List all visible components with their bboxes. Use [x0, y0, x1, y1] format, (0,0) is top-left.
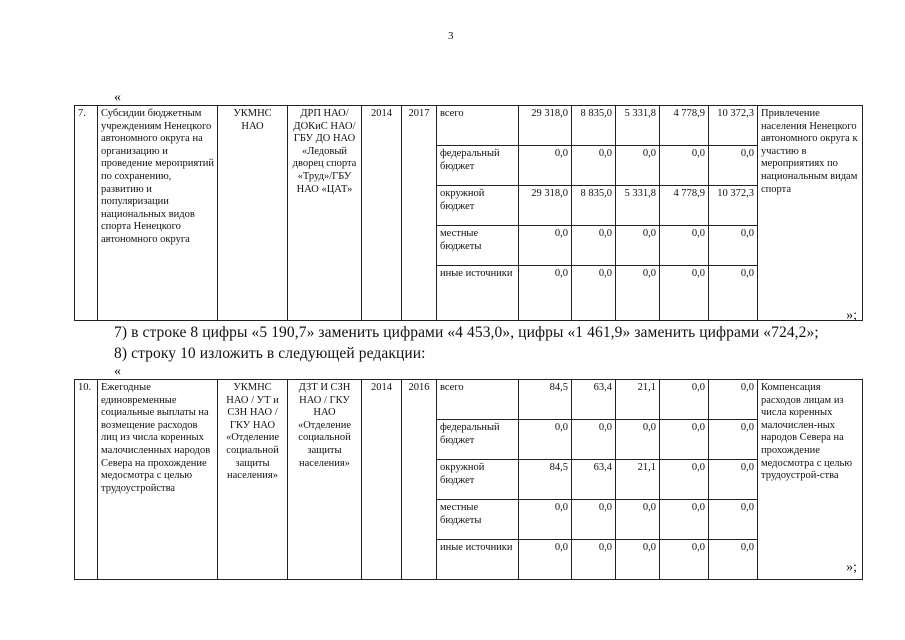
amount-cell: 4 778,9	[660, 106, 709, 146]
amount-cell: 0,0	[572, 146, 616, 186]
source-label: местные бюджеты	[437, 500, 519, 540]
amount-cell: 4 778,9	[660, 186, 709, 226]
executor: ДРП НАО/ДОКиС НАО/ГБУ ДО НАО «Ледовый дворец спорта «Труд»/ГБУ НАО «ЦАТ»	[288, 106, 362, 321]
amount-cell: 0,0	[572, 540, 616, 580]
amount-cell: 0,0	[709, 380, 758, 420]
amount-cell: 5 331,8	[616, 186, 660, 226]
amount-cell: 0,0	[616, 540, 660, 580]
amount-cell: 0,0	[572, 226, 616, 266]
source-label: всего	[437, 380, 519, 420]
amount-cell: 0,0	[572, 266, 616, 321]
quote-open-1: «	[114, 90, 121, 105]
amount-cell: 0,0	[709, 266, 758, 321]
amount-cell: 0,0	[660, 420, 709, 460]
amount-cell: 0,0	[616, 146, 660, 186]
amount-cell: 21,1	[616, 460, 660, 500]
year-end: 2017	[402, 106, 437, 321]
page-number: 3	[448, 30, 454, 42]
amount-cell: 0,0	[616, 420, 660, 460]
quote-close-1: »;	[846, 308, 857, 323]
amount-cell: 0,0	[519, 420, 572, 460]
amount-cell: 63,4	[572, 380, 616, 420]
amount-cell: 8 835,0	[572, 106, 616, 146]
amount-cell: 0,0	[519, 500, 572, 540]
expected-result: Привлечение населения Ненецкого автономного округа к участию в мероприятиях по национальным видам спорта	[758, 106, 863, 321]
amount-cell: 0,0	[616, 266, 660, 321]
source-label: всего	[437, 106, 519, 146]
source-label: окружной бюджет	[437, 460, 519, 500]
amount-cell: 29 318,0	[519, 186, 572, 226]
amount-cell: 0,0	[519, 540, 572, 580]
measure-name: Субсидии бюджетным учреждениям Ненецкого автономного округа на организацию и проведение мероприятий по сохранению, развитию и популяризации национальных видов спорта Ненецкого автономного округа	[98, 106, 218, 321]
executor: ДЗТ И СЗН НАО / ГКУ НАО «Отделение социальной защиты населения»	[288, 380, 362, 580]
amount-cell: 10 372,3	[709, 106, 758, 146]
amount-cell: 0,0	[616, 226, 660, 266]
amount-cell: 5 331,8	[616, 106, 660, 146]
amount-cell: 21,1	[616, 380, 660, 420]
source-label: окружной бюджет	[437, 186, 519, 226]
year-end: 2016	[402, 380, 437, 580]
source-label: федеральный бюджет	[437, 420, 519, 460]
amount-cell: 0,0	[709, 226, 758, 266]
amount-cell: 8 835,0	[572, 186, 616, 226]
amount-cell: 63,4	[572, 460, 616, 500]
amount-cell: 0,0	[572, 500, 616, 540]
year-start: 2014	[362, 106, 402, 321]
paragraph-7: 7) в строке 8 цифры «5 190,7» заменить цифрами «4 453,0», цифры «1 461,9» заменить цифрами «724,2»;	[114, 324, 819, 341]
amount-cell: 84,5	[519, 380, 572, 420]
amount-cell: 29 318,0	[519, 106, 572, 146]
customer: УКМНС НАО / УТ и СЗН НАО / ГКУ НАО «Отделение социальной защиты населения»	[218, 380, 288, 580]
paragraph-8: 8) строку 10 изложить в следующей редакции:	[114, 345, 426, 362]
amount-cell: 0,0	[709, 540, 758, 580]
source-label: иные источники	[437, 266, 519, 321]
amount-cell: 0,0	[572, 420, 616, 460]
amount-cell: 10 372,3	[709, 186, 758, 226]
source-label: местные бюджеты	[437, 226, 519, 266]
row-number: 7.	[75, 106, 98, 321]
amount-cell: 0,0	[709, 460, 758, 500]
amount-cell: 0,0	[660, 226, 709, 266]
amount-cell: 0,0	[660, 380, 709, 420]
amount-cell: 0,0	[660, 500, 709, 540]
quote-open-2: «	[114, 364, 121, 379]
amount-cell: 84,5	[519, 460, 572, 500]
table-row-7	[74, 105, 863, 321]
amount-cell: 0,0	[519, 146, 572, 186]
amount-cell: 0,0	[709, 420, 758, 460]
amount-cell: 0,0	[660, 146, 709, 186]
source-label: федеральный бюджет	[437, 146, 519, 186]
amount-cell: 0,0	[660, 460, 709, 500]
amount-cell: 0,0	[660, 540, 709, 580]
amount-cell: 0,0	[616, 500, 660, 540]
amount-cell: 0,0	[660, 266, 709, 321]
expected-result: Компенсация расходов лицам из числа коренных малочислен-ных народов Севера на прохождение медосмотра с целью трудоустрой-ства	[758, 380, 863, 580]
quote-close-2: »;	[846, 560, 857, 575]
amount-cell: 0,0	[709, 146, 758, 186]
table-row-10	[74, 379, 863, 580]
amount-cell: 0,0	[519, 266, 572, 321]
source-label: иные источники	[437, 540, 519, 580]
amount-cell: 0,0	[519, 226, 572, 266]
row-number: 10.	[75, 380, 98, 580]
amount-cell: 0,0	[709, 500, 758, 540]
year-start: 2014	[362, 380, 402, 580]
measure-name: Ежегодные единовременные социальные выплаты на возмещение расходов лиц из числа коренных малочисленных народов Севера на прохождение медосмотра с целью трудоустройства	[98, 380, 218, 580]
customer: УКМНС НАО	[218, 106, 288, 321]
